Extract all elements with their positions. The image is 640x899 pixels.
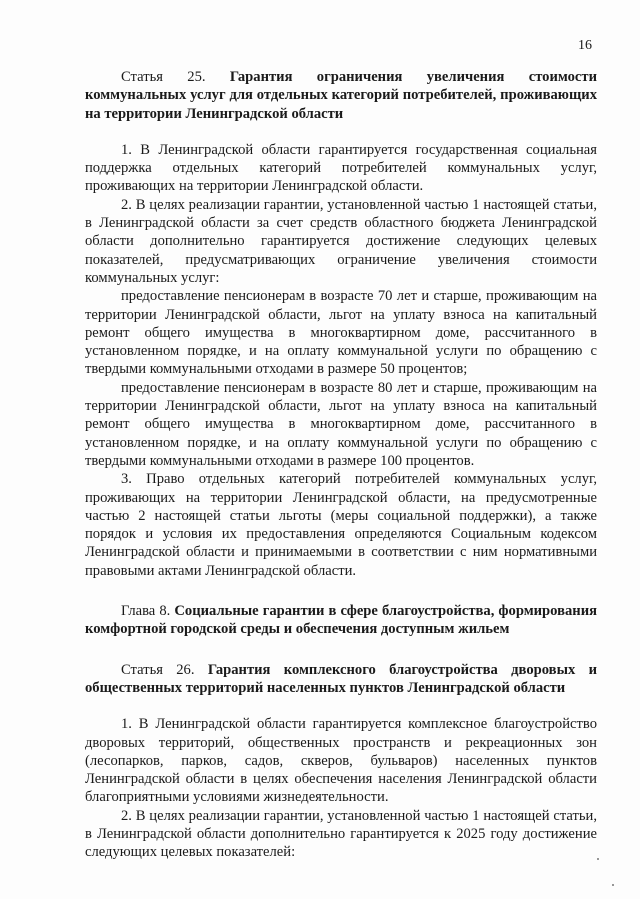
article-25-heading [85,68,597,123]
article-25-paragraph: предоставление пенсионерам в возрасте 70 лет и старше, проживающим на территории Ленинградской области, льгот на уплату взноса на капитальный ремонт общего имущества в многоквартирном доме, рассчитанного в установленном порядке, и на оплату коммунальной услуги по обращению с твердыми коммунальными отходами в размере 50 процентов; [85,288,597,378]
article-26-heading [85,661,597,698]
article-25-paragraph: 3. Право отдельных категорий потребителей коммунальных услуг, проживающих на территории Ленинградской области, на предусмотренные частью 2 настоящей статьи льготы (меры социальной поддержки), а также порядок и условия их предоставления определяются Социальным кодексом Ленинградской области и принимаемыми в соответствии с ним нормативными правовыми актами Ленинградской области. [85,471,597,579]
article-25-title: Гарантия ограничения увеличения стоимости коммунальных услуг для отдельных категорий потребителей, проживающих на территории Ленинградской области [85,69,597,122]
chapter-8-heading [85,602,597,639]
scan-speck [597,858,599,860]
article-25-paragraph: 2. В целях реализации гарантии, установленной частью 1 настоящей статьи, в Ленинградской области за счет средств областного бюджета Ленинградской области дополнительно гарантируется достижение следующих целевых показателей, предусматривающих ограничение увеличения стоимости коммунальных услуг: [85,196,597,286]
article-26-paragraph: 2. В целях реализации гарантии, установленной частью 1 настоящей статьи, в Ленинградской области дополнительно гарантируется к 2025 году достижение следующих целевых показателей: [85,807,597,861]
page-number: 16 [578,38,592,53]
article-25-prefix: Статья 25. [121,69,206,85]
scan-speck [612,884,614,886]
article-26-title: Гарантия комплексного благоустройства дворовых и общественных территорий населенных пунктов Ленинградской области [85,661,597,696]
article-25-paragraph: предоставление пенсионерам в возрасте 80 лет и старше, проживающим на территории Ленинградской области, льгот на уплату взноса на капитальный ремонт общего имущества в многоквартирном доме, рассчитанного в установленном порядке, и на оплату коммунальной услуги по обращению с твердыми коммунальными отходами в размере 100 процентов. [85,379,597,469]
chapter-8-title: Социальные гарантии в сфере благоустройства, формирования комфортной городской среды и обеспечения доступным жильем [85,603,598,638]
article-25-paragraph: 1. В Ленинградской области гарантируется государственная социальная поддержка отдельных категорий потребителей коммунальных услуг, проживающих на территории Ленинградской области. [85,141,597,195]
document-body [85,68,597,862]
article-26-prefix: Статья 26. [121,661,195,678]
article-26-paragraph: 1. В Ленинградской области гарантируется комплексное благоустройство дворовых территорий, общественных пространств и рекреационных зон (лесопарков, парков, садов, скверов, бульваров) населенных пунктов Ленинградской области в целях обеспечения населения Ленинградской области благоприятными условиями жизнедеятельности. [85,716,597,806]
chapter-8-prefix: Глава 8. [121,603,171,620]
